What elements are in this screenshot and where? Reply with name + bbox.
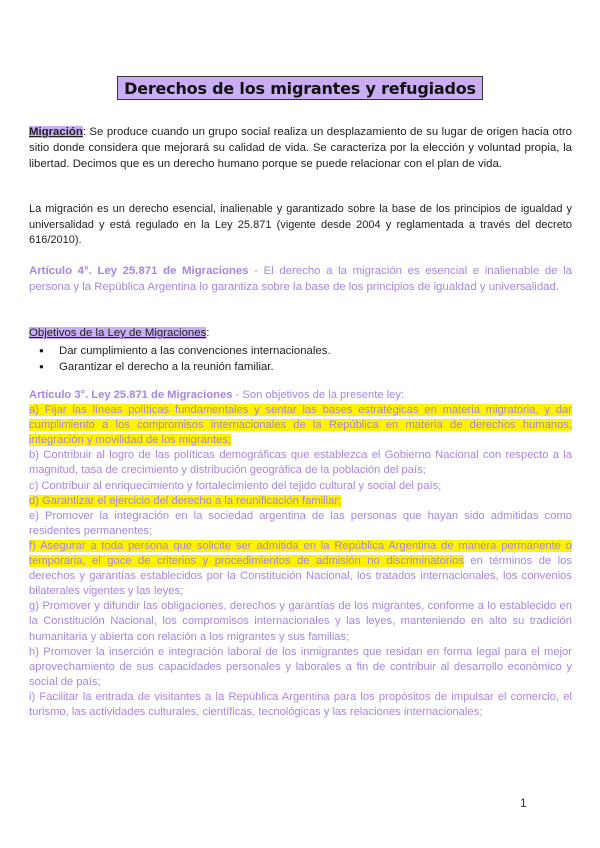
list-item: ● Garantizar el derecho a la reunión familiar.: [59, 359, 572, 375]
migracion-text: : Se produce cuando un grupo social realiza un desplazamiento de su lugar de origen hacia otro sitio donde considera que mejorará su calidad de vida. Se caracteriza por la elección y voluntad propia, la libertad. Decimos que es un derecho humano porque se puede relacionar con el plan de vida.: [29, 126, 572, 170]
page-number: 1: [520, 796, 527, 810]
title-wrap: [0, 76, 600, 100]
migracion-label: Migración: [29, 126, 83, 138]
objetivos-colon: :: [206, 327, 210, 339]
objetivos-label: Objetivos de la Ley de Migraciones: [29, 327, 207, 339]
objetivo-c: c) Contribuir al enriquecimiento y fortalecimiento del tejido cultural y social del país;: [29, 479, 442, 492]
objetivo-a: a) Fijar las líneas políticas fundamentales y sentar las bases estratégicas en materia migratoria, y dar cumplimiento a los compromisos internacionales de la República en materia de derechos humanos, integración y movilidad de los migrantes;: [29, 404, 572, 447]
objetivo-f-rest: en términos de los derechos y garantías establecidos por la Constitución Nacional, los tratados internacionales, los convenios bilaterales vigentes y las leyes;: [29, 555, 572, 598]
articulo4-title: Artículo 4°. Ley 25.871 de Migraciones: [29, 265, 249, 277]
objetivo-e: e) Promover la integración en la sociedad argentina de las personas que hayan sido admitidas como residentes permanentes;: [29, 509, 572, 537]
objetivo-f-highlight: f) Asegurar a toda persona que solicite ser admitida en la República Argentina de manera permanente o temporaria, el goce de criterios y procedimientos de admisión no discriminatorios: [29, 539, 572, 568]
objetivo-g: g) Promover y difundir las obligaciones, derechos y garantías de los migrantes, conforme a lo establecido en la Constitución Nacional, los compromisos internacionales y las leyes, manteniendo en alto su tradición humanitaria y abierta con relación a los migrantes y sus familias;: [29, 600, 572, 643]
objetivo-h: h) Promover la inserción e integración laboral de los inmigrantes que residan en forma legal para el mejor aprovechamiento de sus capacidades personales y laborales a fin de contribuir al desarrollo económico y social de país;: [29, 645, 572, 688]
objetivo-i: i) Facilitar la entrada de visitantes a la República Argentina para los propósitos de impulsar el comercio, el turismo, las actividades culturales, científicas, tecnológicas y las relaciones internacionales;: [29, 690, 572, 718]
objetivo-d: d) Garantizar el ejercicio del derecho a la reunificación familiar;: [29, 494, 342, 507]
articulo3-section: [29, 388, 572, 720]
list-item: ● Dar cumplimiento a las convenciones internacionales.: [59, 343, 572, 359]
objetivo-b: b) Contribuir al logro de las políticas demográficas que establezca el Gobierno Nacional con respecto a la magnitud, tasa de crecimiento y distribución geográfica de la población del país;: [29, 449, 572, 477]
derecho-paragraph: [29, 202, 572, 249]
objetivos-section: [29, 325, 572, 375]
document-title: Derechos de los migrantes y refugiados: [117, 76, 483, 100]
articulo3-title: Artículo 3°. Ley 25.871 de Migraciones: [29, 389, 233, 401]
articulo4-paragraph: [29, 263, 572, 295]
articulo4-text: - El derecho a la migración es esencial e inalienable de la persona y la República Argentina lo garantiza sobre la base de los principios de igualdad y universalidad.: [29, 265, 572, 293]
migracion-paragraph: [29, 124, 572, 172]
derecho-text: La migración es un derecho esencial, inalienable y garantizado sobre la base de los principios de igualdad y universalidad y está regulado en la Ley 25.871 (vigente desde 2004 y reglamentada a través del decreto 616/2010).: [29, 203, 572, 246]
articulo3-intro: - Son objetivos de la presente ley:: [232, 389, 405, 401]
objetivos-list: [29, 343, 572, 375]
